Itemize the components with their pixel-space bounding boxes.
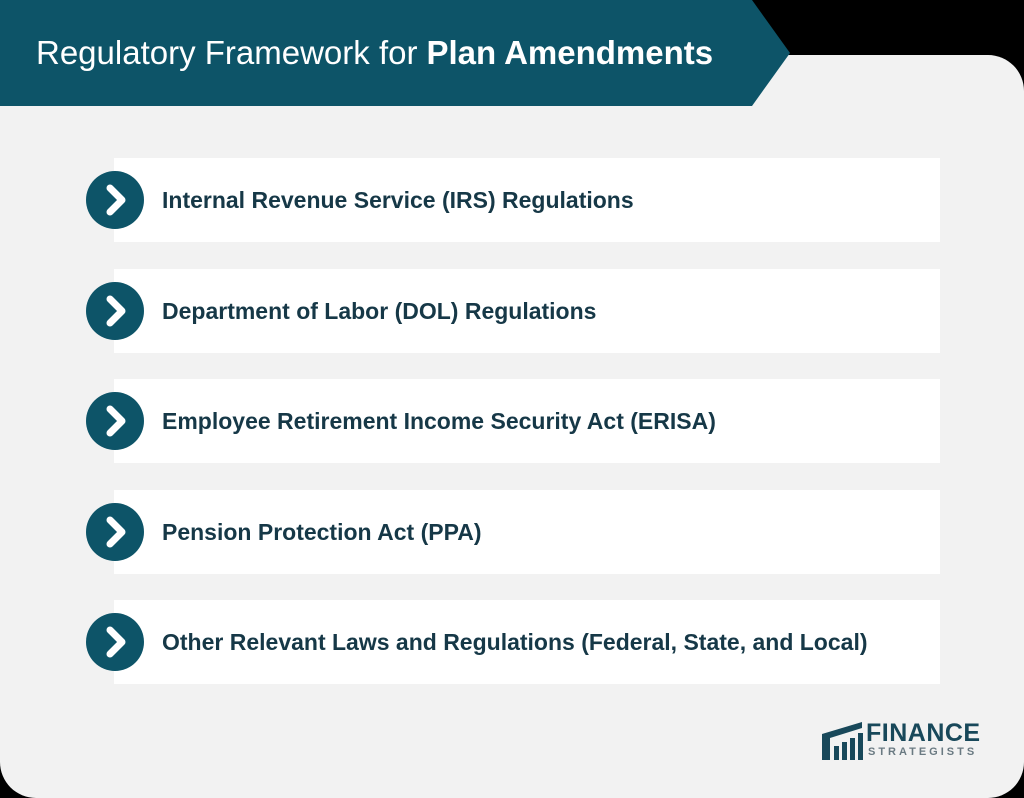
chevron-right-icon	[86, 171, 144, 229]
page-title-light: Regulatory Framework for	[36, 34, 418, 71]
finance-strategists-logo	[820, 718, 980, 764]
page-title-bold: Plan Amendments	[426, 34, 714, 71]
list-item	[86, 379, 940, 463]
list-item	[86, 158, 940, 242]
list-item-label: Employee Retirement Income Security Act (ERISA)	[162, 407, 716, 434]
list-item	[86, 269, 940, 353]
list-item-label: Pension Protection Act (PPA)	[162, 518, 482, 545]
list-item	[86, 600, 940, 684]
logo-wordmark-bottom: STRATEGISTS	[868, 746, 978, 758]
list-item-label: Internal Revenue Service (IRS) Regulations	[162, 186, 634, 213]
logo-wordmark-top: FINANCE	[866, 719, 981, 747]
logo-mark-icon	[820, 720, 864, 762]
chevron-right-icon	[86, 613, 144, 671]
list-item-label: Other Relevant Laws and Regulations (Federal, State, and Local)	[162, 628, 868, 655]
chevron-right-icon	[86, 503, 144, 561]
list-item-label: Department of Labor (DOL) Regulations	[162, 297, 597, 324]
chevron-right-icon	[86, 392, 144, 450]
chevron-right-icon	[86, 282, 144, 340]
list-item	[86, 490, 940, 574]
